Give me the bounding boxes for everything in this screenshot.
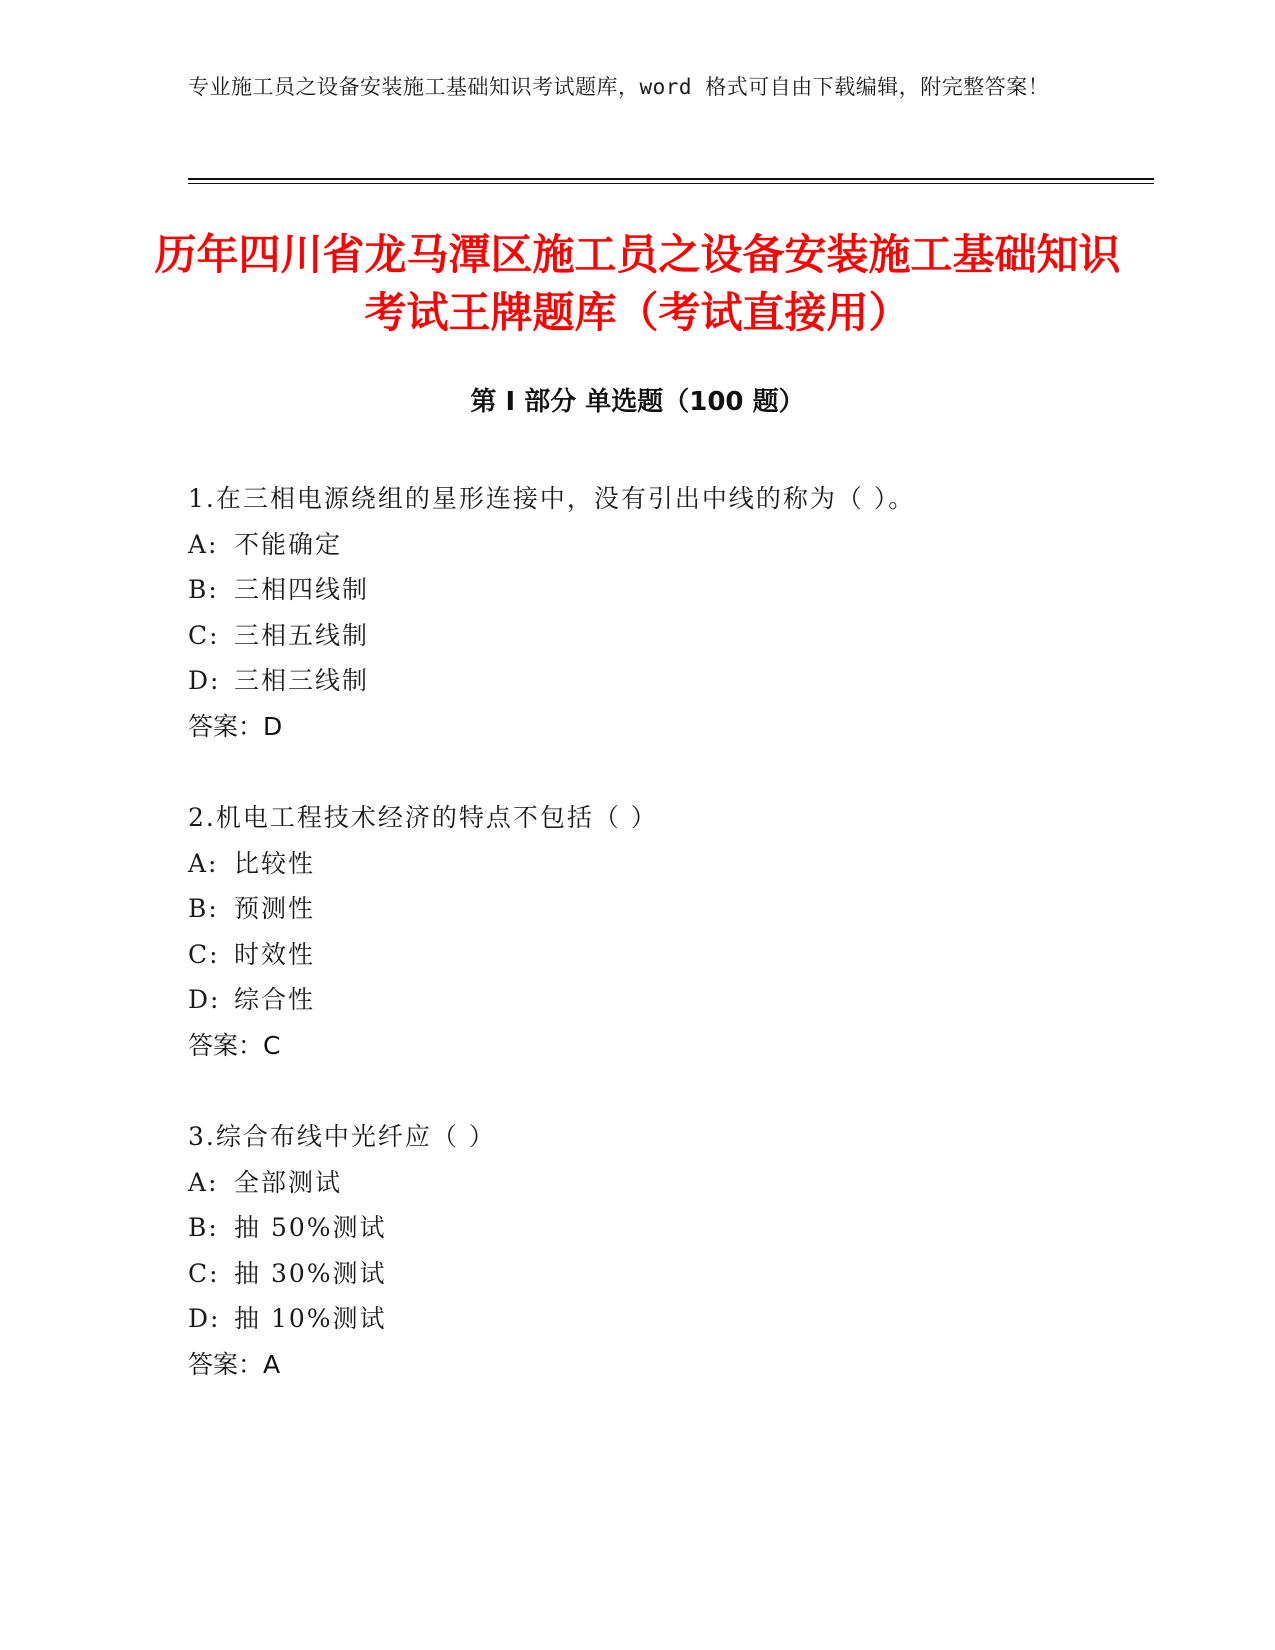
option-a <box>188 841 1148 887</box>
option-text: 时效性 <box>234 939 316 969</box>
option-b <box>188 886 1148 932</box>
option-text: 抽 50%测试 <box>234 1213 387 1242</box>
option-key: B: <box>188 894 219 923</box>
option-key: B: <box>188 575 219 604</box>
option-text: 比较性 <box>234 848 316 878</box>
document-title: 历年四川省龙马潭区施工员之设备安装施工基础知识考试王牌题库（考试直接用） <box>154 230 1121 337</box>
question-list <box>188 476 1148 1433</box>
option-key: A: <box>188 1167 219 1197</box>
section-title: 第 I 部分 单选题（100 题） <box>470 387 805 417</box>
option-text: 三相四线制 <box>234 575 370 604</box>
option-text: 不能确定 <box>234 529 343 559</box>
option-key: A: <box>188 848 219 878</box>
option-c <box>188 1251 1148 1297</box>
option-d <box>188 977 1148 1023</box>
question-stem: 3.综合布线中光纤应（ ） <box>188 1122 496 1151</box>
option-text: 全部测试 <box>234 1167 343 1197</box>
option-b <box>188 1205 1148 1251</box>
answer: 答案：A <box>188 1349 281 1379</box>
option-c <box>188 932 1148 978</box>
question-1 <box>188 476 1148 749</box>
option-key: D: <box>188 1304 221 1333</box>
option-key: D: <box>188 666 221 695</box>
option-c <box>188 613 1148 659</box>
option-a <box>188 1160 1148 1206</box>
option-d <box>188 658 1148 704</box>
option-a <box>188 522 1148 568</box>
option-key: C: <box>188 1258 220 1288</box>
header-rule-thick <box>188 178 1154 180</box>
option-text: 三相三线制 <box>234 666 370 695</box>
option-key: A: <box>188 529 219 559</box>
question-stem: 1.在三相电源绕组的星形连接中，没有引出中线的称为（ ）。 <box>188 484 916 513</box>
question-3 <box>188 1114 1148 1387</box>
option-b <box>188 567 1148 613</box>
question-stem: 2.机电工程技术经济的特点不包括（ ） <box>188 803 658 832</box>
option-text: 抽 30%测试 <box>234 1258 387 1288</box>
option-text: 综合性 <box>234 985 316 1014</box>
option-key: C: <box>188 939 220 969</box>
option-text: 三相五线制 <box>234 620 370 650</box>
option-text: 预测性 <box>234 894 316 923</box>
header-note: 专业施工员之设备安装施工基础知识考试题库，word 格式可自由下载编辑，附完整答案！ <box>188 75 1050 99</box>
answer: 答案：D <box>188 711 283 741</box>
option-d <box>188 1296 1148 1342</box>
option-key: B: <box>188 1213 219 1242</box>
option-key: D: <box>188 985 221 1014</box>
answer: 答案：C <box>188 1030 281 1060</box>
question-2 <box>188 795 1148 1068</box>
option-key: C: <box>188 620 220 650</box>
option-text: 抽 10%测试 <box>234 1304 387 1333</box>
header-rule-thin <box>188 183 1154 184</box>
